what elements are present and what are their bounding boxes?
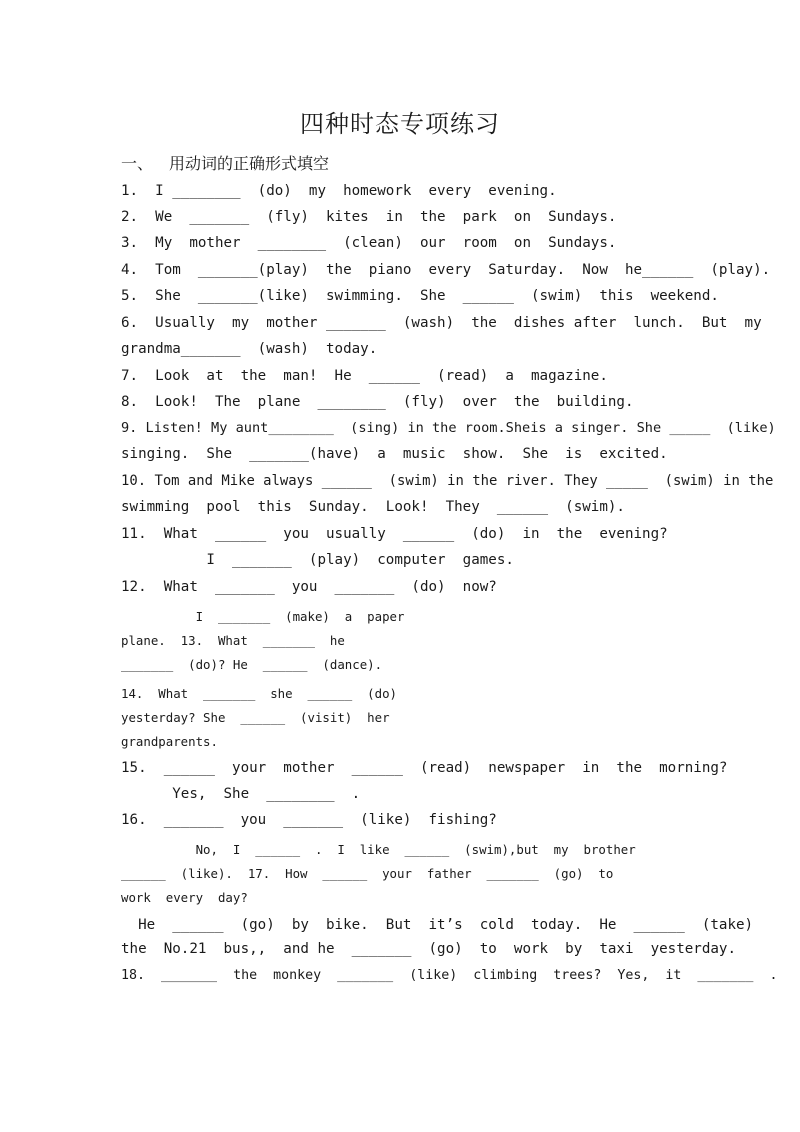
exercise-line: 7. Look at the man! He ______ (read) a magazine. (121, 368, 608, 384)
exercise-line: _______ (do)? He ______ (dance). (121, 657, 383, 672)
exercise-line: 12. What _______ you _______ (do) now? (121, 579, 497, 595)
exercise-line: the No.21 bus,, and he _______ (go) to work by taxi yesterday. (121, 941, 736, 957)
exercise-line: Yes, She ________ . (121, 786, 361, 802)
exercise-line: 11. What ______ you usually ______ (do) in the evening? (121, 526, 668, 542)
exercise-line: 6. Usually my mother _______ (wash) the dishes after lunch. But my (121, 315, 762, 331)
exercise-line: 1. I ________ (do) my homework every evening. (121, 183, 557, 199)
exercise-line: No, I ______ . I like ______ (swim),but my brother (121, 842, 636, 857)
exercise-line: ______ (like). 17. How ______ your father _______ (go) to (121, 866, 614, 881)
exercise-line: 16. _______ you _______ (like) fishing? (121, 812, 497, 828)
page-title: 四种时态专项练习 (300, 110, 500, 138)
exercise-line: He ______ (go) by bike. But it’s cold today. He ______ (take) (121, 917, 754, 933)
exercise-line: I _______ (make) a paper (121, 609, 405, 624)
exercise-line: yesterday? She ______ (visit) her (121, 710, 390, 725)
exercise-line: 14. What _______ she ______ (do) (121, 686, 398, 701)
exercise-line: plane. 13. What _______ he (121, 633, 345, 648)
exercise-line: 18. _______ the monkey _______ (like) climbing trees? Yes, it _______ . (121, 968, 778, 983)
exercise-line: 4. Tom _______(play) the piano every Saturday. Now he______ (play). (121, 262, 771, 278)
section-title: 用动词的正确形式填空 (169, 154, 330, 173)
exercise-line: 5. She _______(like) swimming. She ______ (swim) this weekend. (121, 288, 719, 304)
exercise-line: I _______ (play) computer games. (121, 552, 514, 568)
exercise-line: 15. ______ your mother ______ (read) newspaper in the morning? (121, 760, 728, 776)
exercise-line: singing. She _______(have) a music show. She is excited. (121, 446, 668, 462)
exercise-line: swimming pool this Sunday. Look! They ______ (swim). (121, 499, 625, 515)
exercise-line: 9. Listen! My aunt________ (sing) in the room.Sheis a singer. She _____ (like) (121, 420, 776, 436)
exercise-line: 3. My mother ________ (clean) our room on Sundays. (121, 235, 617, 251)
exercise-line: 2. We _______ (fly) kites in the park on Sundays. (121, 209, 617, 225)
exercise-line: grandma_______ (wash) today. (121, 341, 378, 357)
exercise-line: grandparents. (121, 734, 218, 749)
exercise-line: 10. Tom and Mike always ______ (swim) in the river. They _____ (swim) in the (121, 473, 774, 489)
section-heading (121, 151, 329, 174)
section-number: 一、 (121, 154, 154, 173)
exercise-line: work every day? (121, 890, 248, 905)
exercise-line: 8. Look! The plane ________ (fly) over the building. (121, 394, 634, 410)
